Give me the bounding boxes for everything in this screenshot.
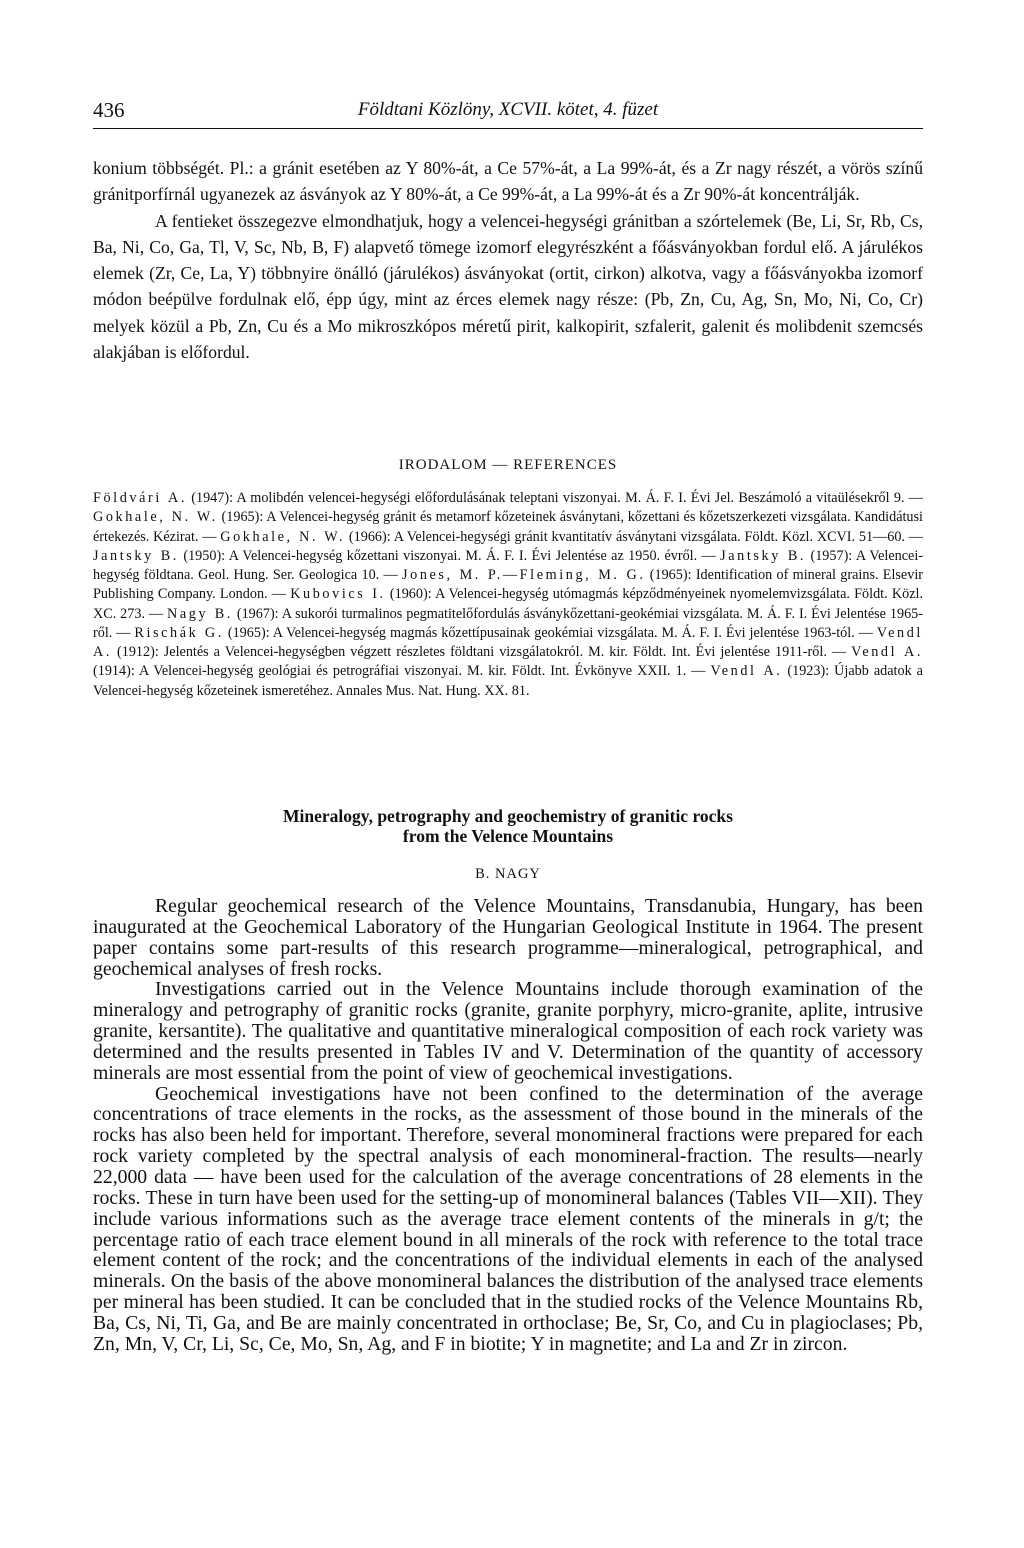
reference-author: Vendl A.: [851, 644, 923, 660]
reference-text: (1965): A Velencei-hegység magmás kőzettípusainak geokémiai vizsgálata. M. Á. F. I. Évi jelentése 1963-tól. —: [223, 624, 877, 641]
reference-text: (1912): Jelentés a Velencei-hegységben végzett részletes földtani vizsgálatokról. M. kir. Földt. Int. Évi jelentése 1911-ről. —: [112, 644, 852, 660]
reference-author: Vendl A.: [93, 624, 923, 660]
reference-text: (1966): A Velencei-hegységi gránit kvantitatív ásványtani vizsgálata. Földt. Közl. XCVI. 51—60. —: [345, 528, 923, 545]
page-number: 436: [93, 98, 125, 122]
reference-author: Jantsky B.: [93, 547, 179, 564]
reference-author: Vendl A.: [710, 663, 783, 680]
abstract-author: B. NAGY: [475, 866, 541, 882]
reference-text: (1967): A sukorói turmalinos pegmatitelőfordulás ásványkőzettani-geokémiai vizsgálata. M. Á. F. I. Évi Jelentése 1965-ről. —: [93, 605, 923, 641]
abstract-paragraph: Geochemical investigations have not been confined to the determination of the average concentrations of trace elements in the rocks, as the assessment of those bound in the minerals of the rocks has also been held for important. Therefore, several monomineral fractions were prepared for each rock variety completed by the spectral analysis of each monomineral-fraction. The results—nearly 22,000 data — have been used for the calculation of the average concentrations of 28 elements in the rocks. These in turn have been used for the setting-up of monomineral balances (Tables VII—XII). They include various informations such as the average trace element contents of the minerals in g/t; the percentage ratio of each trace element bound in all minerals of the rock with reference to the total trace element content of the rock; and the concentrations of the individual elements in each of the analysed minerals. On the basis of the above monomineral balances the distribution of the analysed trace elements per mineral has been studied. It can be concluded that in the studied rocks of the Velence Mountains Rb, Ba, Cs, Ni, Ti, Ga, and Be are mainly concentrated in orthoclase; Be, Sr, Co, and Cu in plagioclases; Pb, Zn, Mn, V, Cr, Li, Sc, Ce, Mo, Sn, Ag, and F in biotite; Y in magnetite; and La and Zr in zircon.: [93, 1082, 923, 1355]
abstract-paragraph: Investigations carried out in the Velence Mountains include thorough examination of the mineralogy and petrography of granitic rocks (granite, granite porphyry, micro-granite, aplite, intrusive granite, kersantite). The qualitative and quantitative mineralogical composition of each rock variety was determined and the results presented in Tables IV and V. Determination of the quantity of accessory minerals are most essential from the point of view of geochemical investigations.: [93, 978, 923, 1084]
reference-author: Nagy B.: [167, 605, 233, 622]
reference-text: (1950): A Velencei-hegység kőzettani viszonyai. M. Á. F. I. Évi Jelentése az 1950. évről. —: [178, 547, 721, 564]
reference-author: Kubovics I.: [290, 586, 386, 603]
reference-author: Gokhale, N. W.: [93, 509, 218, 526]
hungarian-paragraph: konium többségét. Pl.: a gránit esetében az Y 80%-át, a Ce 57%-át, a La 99%-át, és a Zr nagy részét, a vörös színű gránitporfírnál ugyanezek az ásványok az Y 80%-át, a Ce 99%-át, a La 99%-át és a Zr 90%-át koncentrálják.: [93, 158, 923, 205]
reference-text: (1914): A Velencei-hegység geológiai és petrográfiai viszonyai. M. kir. Földt. Int. Évkönyve XXII. 1. —: [93, 663, 711, 680]
running-head: [93, 98, 923, 126]
hungarian-paragraph: A fentieket összegezve elmondhatjuk, hogy a velencei-hegységi gránitban a szórtelemek (Be, Li, Sr, Rb, Cs, Ba, Ni, Co, Ga, Tl, V, Sc, Nb, B, F) alapvető tömege izomorf elegyrészként a főásványokban fordul elő. A járulékos elemek (Zr, Ce, La, Y) többnyire önálló (járulékos) ásványokat (ortit, cirkon) alkotva, vagy a főásványokba izomorf módon beépülve fordulnak elő, épp úgy, mint az érces elemek nagy része: (Pb, Zn, Cu, Ag, Sn, Mo, Ni, Co, Cr) melyek közül a Pb, Zn, Cu és a Mo mikroszkópos méretű pirit, kalkopirit, szfalerit, galenit és molibdenit szemcsés alakjában is előfordul.: [93, 210, 923, 363]
abstract-title-line: Mineralogy, petrography and geochemistry of granitic rocks: [283, 806, 733, 826]
reference-author: Gokhale, N. W.: [220, 528, 346, 545]
abstract-title-line: from the Velence Mountains: [402, 826, 614, 846]
reference-list: [93, 489, 923, 701]
reference-author: Jantsky B.: [720, 547, 807, 564]
reference-text: (1965): A Velencei-hegység gránit és metamorf kőzeteinek ásványtani, kőzettani és kőzetszerkezeti vizsgálata. Kandidátusi értekezés. Kézirat. —: [93, 509, 923, 545]
abstract-paragraph: Regular geochemical research of the Velence Mountains, Transdanubia, Hungary, has been inaugurated at the Geochemical Laboratory of the Hungarian Geological Institute in 1964. The present paper contains some part-results of this research programme—mineralogical, petrographical, and geochemical analyses of fresh rocks.: [93, 895, 923, 980]
journal-title: Földtani Közlöny, XCVII. kötet, 4. füzet: [357, 99, 659, 120]
english-abstract: [93, 896, 923, 1355]
reference-text: (1947): A molibdén velencei-hegységi előfordulásának teleptani viszonyai. M. Á. F. I. Évi Jel. Beszámoló a vitaülésekről 9. —: [186, 490, 923, 506]
reference-author: Földvári A.: [93, 490, 187, 506]
reference-text: (1957): A Velencei-hegység földtana. Geol. Hung. Ser. Geologica 10. —: [93, 547, 923, 583]
header-rule: [93, 128, 923, 129]
abstract-title: [93, 806, 923, 846]
hungarian-text: [93, 155, 923, 365]
reference-author: Jones, M. P.—Fleming, M. G.: [402, 567, 646, 583]
reference-text: (1965): Identification of mineral grains. Elsevir Publishing Company. London. —: [93, 567, 923, 603]
reference-text: (1923): Újabb adatok a Velencei-hegység kőzeteinek ismeretéhez. Annales Mus. Nat. Hung. XX. 81.: [93, 663, 923, 699]
references-heading: IRODALOM — REFERENCES: [398, 457, 618, 473]
reference-text: (1960): A Velencei-hegység utómagmás képződményeinek nyomelemvizsgálata. Földt. Közl. XC. 273. —: [93, 586, 923, 622]
reference-author: Rischák G.: [134, 624, 224, 641]
